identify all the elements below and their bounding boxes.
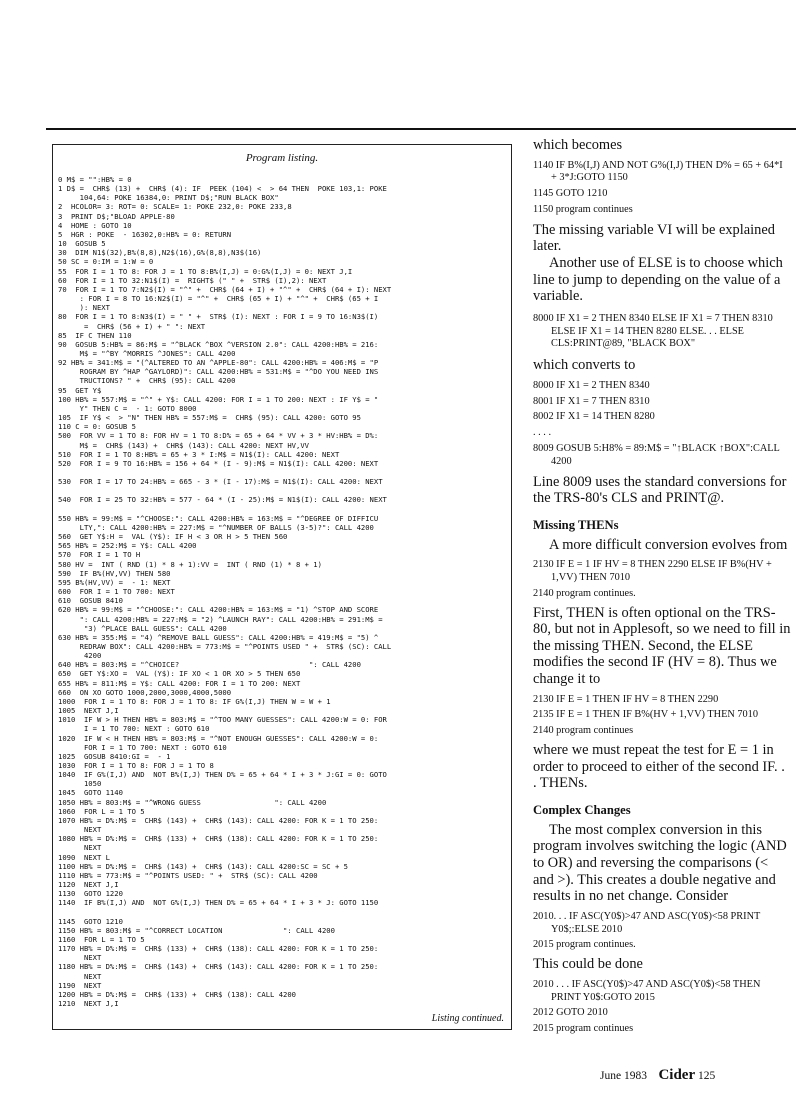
- code-line: 2130 IF E = 1 IF HV = 8 THEN 2290 ELSE IF B%(HV + 1,VV) THEN 7010: [533, 559, 772, 584]
- article-column: [533, 137, 791, 1036]
- code-line: 2140 program continues.: [533, 587, 636, 599]
- paragraph: The most complex conversion in this program involves switching the logic (AND to OR) and reversing the comparisons (< and >). This creates a double negative and results in no net change. Consider: [533, 821, 787, 905]
- code-line: 8000 IF X1 = 2 THEN 8340 ELSE IF X1 = 7 THEN 8310 ELSE IF X1 = 14 THEN 8280 ELSE. . . ELSE CLS:PRINT@89, "BLACK BOX": [533, 312, 773, 350]
- code-line: 2010. . . IF ASC(Y0$)>47 AND ASC(Y0$)<58 PRINT Y0$;:ELSE 2010: [533, 910, 761, 935]
- code-line: 2135 IF E = 1 THEN IF B%(HV + 1,VV) THEN 7010: [533, 709, 758, 721]
- page-number: 125: [698, 1070, 716, 1082]
- paragraph: First, THEN is often optional on the TRS-80, but not in Applesoft, so we need to fill in the missing THEN. Second, the ELSE modifies the second IF (HV = 8). Thus we change it to: [533, 604, 791, 688]
- code-line: 2130 IF E = 1 THEN IF HV = 8 THEN 2290: [533, 693, 719, 705]
- paragraph: Line 8009 uses the standard conversions for the TRS-80's CLS and PRINT@.: [533, 473, 787, 507]
- listing-continued-note: Listing continued.: [431, 1013, 504, 1024]
- code-line: . . . .: [533, 427, 552, 439]
- section-heading: Missing THENs: [533, 517, 619, 532]
- code-line: 2010 . . . IF ASC(Y0$)>47 AND ASC(Y0$)<58 THEN PRINT Y0$:GOTO 2015: [533, 978, 761, 1003]
- paragraph: which converts to: [533, 357, 636, 374]
- top-rule: [46, 128, 796, 130]
- paragraph: The missing variable VI will be explained later.: [533, 221, 775, 255]
- paragraph: where we must repeat the test for E = 1 in order to proceed to either of the second IF. . . THENs.: [533, 742, 785, 792]
- listing-title: Program listing.: [245, 152, 319, 164]
- code-line: 1140 IF B%(I,J) AND NOT G%(I,J) THEN D% = 65 + 64*I + 3*J:GOTO 1150: [533, 159, 783, 184]
- page-footer: [600, 1067, 715, 1084]
- paragraph: Another use of ELSE is to choose which line to jump to depending on the value of a variable.: [533, 254, 783, 305]
- code-line: 8002 IF X1 = 14 THEN 8280: [533, 411, 655, 423]
- code-line: 1150 program continues: [533, 203, 633, 215]
- magazine-logo: Cider: [658, 1067, 696, 1083]
- issue-date: June 1983: [600, 1070, 647, 1082]
- code-line: 2015 program continues.: [533, 939, 636, 951]
- section-heading: Complex Changes: [533, 802, 631, 817]
- paragraph: A more difficult conversion evolves from: [549, 536, 788, 553]
- paragraph: which becomes: [533, 137, 623, 153]
- program-listing-code: 0 M$ = "":HB% = 0 1 D$ = CHR$ (13) + CHR$ (4): IF PEEK (104) < > 64 THEN POKE 103,1: POKE 104,64: POKE 16384,0: PRINT D$;"RUN BLACK BOX" 2 HCOLOR= 3: ROT= 0: SCALE= 1: POKE 232,0: POKE 233,8 3 PRINT D$;"BLOAD APPLE-80 4 HOME : GOTO 10 5 HGR : POKE - 16302,0:HB% = 0: RETURN 10 GOSUB 5 30 DIM N1$(32),B%(8,8),N2$(16),G%(8,8),N3$(16) 50 SC = 0:IM = 1:W = 0 55 FOR I = 1 TO 8: FOR J = 1 TO 8:B%(I,J) = 0:G%(I,J) = 0: NEXT J,I 60 FOR I = 1 TO 32:N1$(I) = RIGHT$ (" " + STR$ (I),2): NEXT 70 FOR I = 1 TO 7:N2$(I) = "^" + CHR$ (64 + I) + "^" + CHR$ (64 + I): NEXT : FOR I = 8 TO 16:N2$(I) = "^" + CHR$ (65 + I) + "^" + CHR$ (65 + I ): NEXT 80 FOR I = 1 TO 8:N3$(I) = " " + STR$ (I): NEXT : FOR I = 9 TO 16:N3$(I) = CHR$ (56 + I) + " ": NEXT 85 IF C THEN 110 90 GOSUB 5:HB% = 86:M$ = "^BLACK ^BOX ^VERSION 2.0": CALL 4200:HB% = 216: M$ = "^BY ^MORRIS ^JONES": CALL 4200 92 HB% = 341:M$ = "(^ALTERED TO AN ^APPLE-80": CALL 4200:HB% = 406:M$ = "P ROGRAM BY ^HAP ^GAYLORD)": CALL 4200:HB% = 531:M$ = "^DO YOU NEED INS TRUCTIONS? " + CHR$ (95): CALL 4200 95 GET Y$ 100 HB% = 557:M$ = "^" + Y$: CALL 4200: FOR I = 1 TO 200: NEXT : IF Y$ = " Y" THEN C = - 1: GOTO 8000 105 IF Y$ < > "N" THEN HB% = 557:M$ = CHR$ (95): CALL 4200: GOTO 95 110 C = 0: GOSUB 5 500 FOR VV = 1 TO 8: FOR HV = 1 TO 8:D% = 65 + 64 * VV + 3 * HV:HB% = D%: M$ = CHR$ (143) + CHR$ (143): CALL 4200: NEXT HV,VV 510 FOR I = 1 TO 8:HB% = 65 + 3 * I:M$ = N1$(I): CALL 4200: NEXT 520 FOR I = 9 TO 16:HB% = 156 + 64 * (I - 9):M$ = N1$(I): CALL 4200: NEXT 530 FOR I = 17 TO 24:HB% = 665 - 3 * (I - 17):M$ = N1$(I): CALL 4200: NEXT 540 FOR I = 25 TO 32:HB% = 577 - 64 * (I - 25):M$ = N1$(I): CALL 4200: NEXT 550 HB% = 99:M$ = "^CHOOSE:": CALL 4200:HB% = 163:M$ = "^DEGREE OF DIFFICU LTY,": CALL 4200:HB% = 227:M$ = "^NUMBER OF BALLS (3-5)?": CALL 4200 560 GET Y$:H = VAL (Y$): IF H < 3 OR H > 5 THEN 560 565 HB% = 252:M$ = Y$: CALL 4200 570 FOR I = 1 TO H 580 HV = INT ( RND (1) * 8 + 1):VV = INT ( RND (1) * 8 + 1) 590 IF B%(HV,VV) THEN 580 595 B%(HV,VV) = - 1: NEXT 600 FOR I = 1 TO 700: NEXT 610 GOSUB 8410 620 HB% = 99:M$ = "^CHOOSE:": CALL 4200:HB% = 163:M$ = "1) ^STOP AND SCORE ": CALL 4200:HB% = 227:M$ = "2) ^LAUNCH RAY": CALL 4200:HB% = 291:M$ = "3) ^PLACE BALL GUESS": CALL 4200 630 HB% = 355:M$ = "4) ^REMOVE BALL GUESS": CALL 4200:HB% = 419:M$ = "5) ^ REDRAW BOX": CALL 4200:HB% = 773:M$ = "^POINTS USED " + STR$ (SC): CALL 4200 640 HB% = 803:M$ = "^CHOICE? ": CALL 4200 650 GET Y$:XO = VAL (Y$): IF XO < 1 OR XO > 5 THEN 650 655 HB% = 811:M$ = Y$: CALL 4200: FOR I = 1 TO 200: NEXT 660 ON XO GOTO 1000,2000,3000,4000,5000 1000 FOR I = 1 TO 8: FOR J = 1 TO 8: IF G%(I,J) THEN W = W + 1 1005 NEXT J,I 1010 IF W > H THEN HB% = 803:M$ = "^TOO MANY GUESSES": CALL 4200:W = 0: FOR I = 1 TO 700: NEXT : GOTO 610 1020 IF W < H THEN HB% = 803:M$ = "^NOT ENOUGH GUESSES": CALL 4200:W = 0: FOR I = 1 TO 700: NEXT : GOTO 610 1025 GOSUB 8410:GI = - 1 1030 FOR I = 1 TO 8: FOR J = 1 TO 8 1040 IF G%(I,J) AND NOT B%(I,J) THEN D% = 65 + 64 * I + 3 * J:GI = 0: GOTO 1050 1045 GOTO 1140 1050 HB% = 803:M$ = "^WRONG GUESS ": CALL 4200 1060 FOR L = 1 TO 5 1070 HB% = D%:M$ = CHR$ (143) + CHR$ (143): CALL 4200: FOR K = 1 TO 250: NEXT 1080 HB% = D%:M$ = CHR$ (133) + CHR$ (138): CALL 4200: FOR K = 1 TO 250: NEXT 1090 NEXT L 1100 HB% = D%:M$ = CHR$ (143) + CHR$ (143): CALL 4200:SC = SC + 5 1110 HB% = 773:M$ = "^POINTS USED: " + STR$ (SC): CALL 4200 1120 NEXT J,I 1130 GOTO 1220 1140 IF B%(I,J) AND NOT G%(I,J) THEN D% = 65 + 64 * I + 3 * J: GOTO 1150 1145 GOTO 1210 1150 HB% = 803:M$ = "^CORRECT LOCATION ": CALL 4200 1160 FOR L = 1 TO 5 1170 HB% = D%:M$ = CHR$ (133) + CHR$ (138): CALL 4200: FOR K = 1 TO 250: NEXT 1180 HB% = D%:M$ = CHR$ (143) + CHR$ (143): CALL 4200: FOR K = 1 TO 250: NEXT 1190 NEXT 1200 HB% = D%:M$ = CHR$ (133) + CHR$ (138): CALL 4200 1210 NEXT J,I: [58, 175, 392, 1009]
- code-line: 8009 GOSUB 5:H8% = 89:M$ = "↑BLACK ↑BOX":CALL 4200: [533, 442, 780, 467]
- code-line: 8001 IF X1 = 7 THEN 8310: [533, 395, 650, 407]
- code-line: 2012 GOTO 2010: [533, 1007, 608, 1019]
- code-line: 2140 program continues: [533, 725, 634, 737]
- code-line: 1145 GOTO 1210: [533, 188, 608, 200]
- code-line: 8000 IF X1 = 2 THEN 8340: [533, 379, 650, 391]
- paragraph: This could be done: [533, 956, 643, 973]
- code-line: 2015 program continues: [533, 1023, 634, 1035]
